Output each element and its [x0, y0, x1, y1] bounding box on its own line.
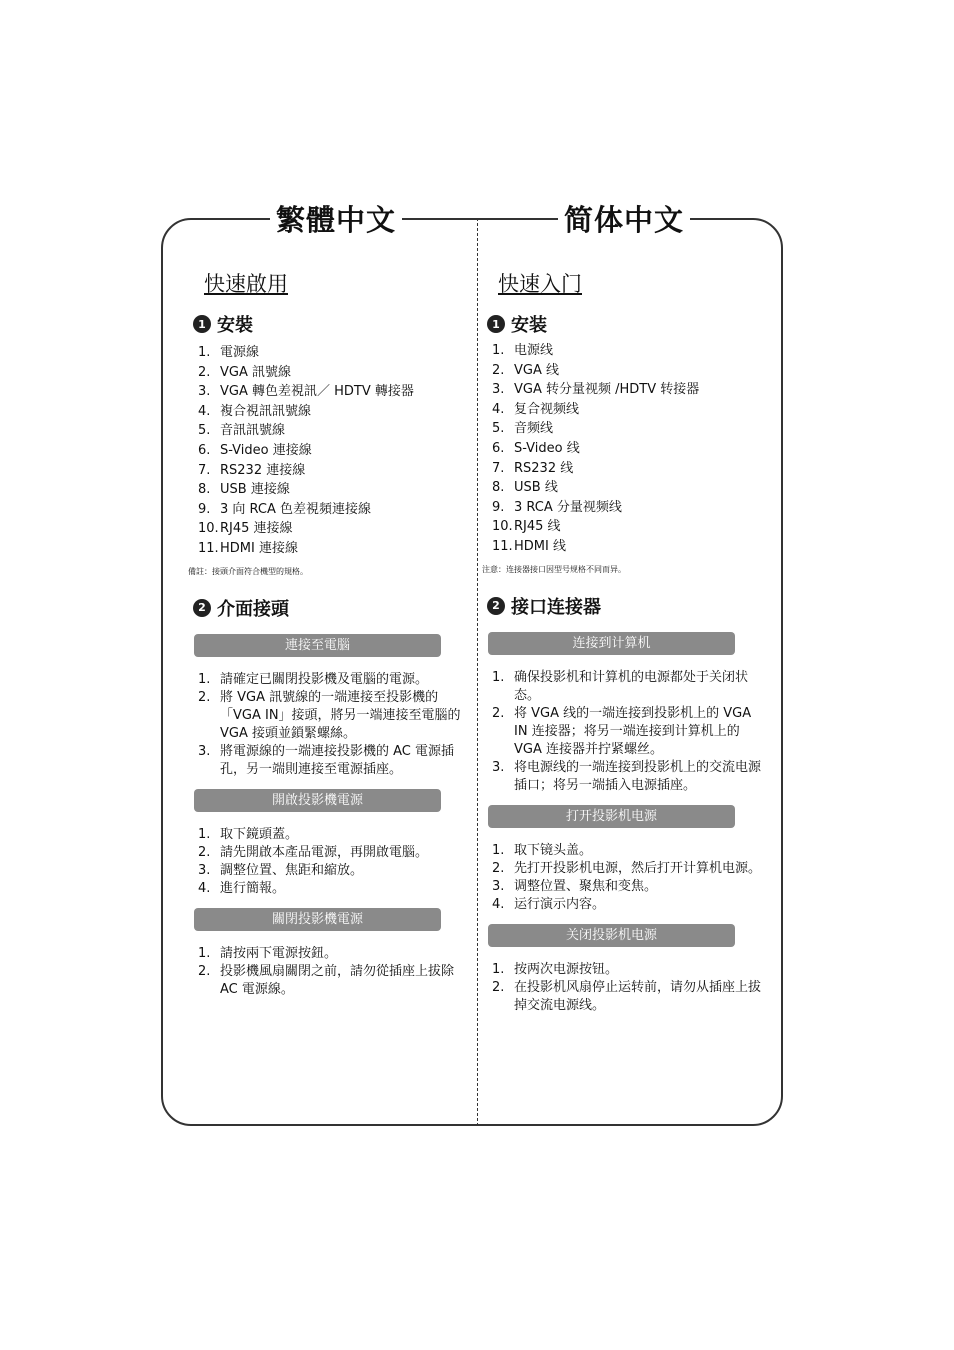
list-item: 1. 确保投影机和计算机的电源都处于关闭状态。 [492, 669, 749, 703]
list-item: 11. HDMI 线 [492, 538, 566, 554]
list-item: 4. 複合視訊訊號線 [198, 403, 312, 419]
list-item: 2. 請先開啟本產品電源，再開啟電腦。 [198, 844, 429, 860]
step-number-badge: 1 [193, 315, 211, 333]
list-item: 1. 电源线 [492, 343, 554, 358]
list-item: 9. 3 向 RCA 色差視頻連接線 [198, 501, 372, 517]
list-item: 4. 复合视频线 [492, 401, 580, 417]
section-bar-connect-computer: 連接至電腦 [194, 634, 441, 657]
list-item: 1. 請按兩下電源按鈕。 [198, 945, 338, 961]
list-item: 1. 按两次电源按钮。 [492, 961, 619, 977]
list-item: 5. 音频线 [492, 421, 554, 437]
list-item: 8. USB 线 [492, 480, 558, 496]
step-number-badge: 2 [193, 599, 211, 617]
install-title: 安装 [511, 315, 547, 336]
steps-power-off [482, 961, 766, 1015]
column-traditional [188, 268, 470, 999]
section-bar-connect-computer: 连接到计算机 [488, 632, 735, 655]
list-item: 2. 先打开投影机电源，然后打开计算机电源。 [492, 860, 762, 876]
list-item: 3. 调整位置、聚焦和变焦。 [492, 878, 658, 894]
install-note: 備註：接頭介面符合機型的規格。 [188, 566, 308, 576]
steps-connect-computer [482, 669, 766, 795]
header-traditional: 繁體中文 [270, 202, 402, 238]
install-note: 注意：连接器接口因型号规格不同而异。 [482, 564, 626, 574]
list-item: 10. RJ45 連接線 [198, 521, 293, 537]
install-title: 安裝 [217, 315, 253, 336]
list-item: 11. HDMI 連接線 [198, 540, 298, 556]
list-item: 6. S-Video 线 [492, 440, 580, 456]
install-heading [193, 310, 470, 338]
steps-connect-computer [188, 671, 470, 779]
list-item: 9. 3 RCA 分量视频线 [492, 499, 622, 515]
list-item: 8. USB 連接線 [198, 482, 290, 498]
list-item: 3. VGA 轉色差視訊／ HDTV 轉接器 [198, 384, 414, 400]
header-simplified: 简体中文 [558, 202, 690, 238]
list-item: 1. 取下镜头盖。 [492, 842, 593, 858]
section-title: 快速入门 [498, 272, 582, 296]
list-item: 10. RJ45 线 [492, 519, 561, 535]
install-list [188, 344, 470, 560]
steps-power-on [482, 842, 766, 914]
list-item: 2. VGA 訊號線 [198, 364, 291, 380]
step-number-badge: 2 [487, 597, 505, 615]
column-divider [477, 218, 478, 1126]
steps-power-on [188, 826, 470, 898]
steps-power-off [188, 945, 470, 999]
connect-heading [487, 592, 766, 620]
list-item: 2. 将 VGA 线的一端连接到投影机上的 VGA IN 连接器；将另一端连接到计算机上的 VGA 连接器并拧紧螺丝。 [492, 705, 752, 757]
list-item: 1. 電源線 [198, 345, 260, 360]
list-item: 2. 將 VGA 訊號線的一端連接至投影機的「VGA IN」接頭，將另一端連接至電腦的 VGA 接頭並鎖緊螺絲。 [198, 689, 461, 741]
connect-title: 介面接頭 [217, 598, 289, 620]
section-bar-power-off: 关闭投影机电源 [488, 924, 735, 947]
list-item: 3. 將電源線的一端連接投影機的 AC 電源插孔，另一端則連接至電源插座。 [198, 743, 455, 777]
install-heading [487, 310, 766, 338]
column-simplified [482, 268, 766, 1015]
list-item: 5. 音訊訊號線 [198, 423, 286, 439]
connect-heading [193, 594, 470, 622]
list-item: 3. 調整位置、焦距和縮放。 [198, 862, 364, 878]
list-item: 4. 运行演示内容。 [492, 896, 606, 912]
list-item: 7. RS232 連接線 [198, 462, 306, 478]
section-bar-power-off: 關閉投影機電源 [194, 908, 441, 931]
list-item: 2. VGA 线 [492, 362, 559, 378]
install-list [482, 342, 766, 558]
list-item: 4. 進行簡報。 [198, 880, 286, 896]
section-title: 快速啟用 [204, 272, 288, 296]
list-item: 6. S-Video 連接線 [198, 442, 312, 458]
section-bar-power-on: 開啟投影機電源 [194, 789, 441, 812]
list-item: 2. 在投影机风扇停止运转前，请勿从插座上拔掉交流电源线。 [492, 979, 762, 1013]
step-number-badge: 1 [487, 315, 505, 333]
list-item: 1. 取下鏡頭蓋。 [198, 826, 299, 842]
list-item: 1. 請確定已關閉投影機及電腦的電源。 [198, 671, 429, 687]
list-item: 3. 将电源线的一端连接到投影机上的交流电源插口；将另一端插入电源插座。 [492, 759, 762, 793]
list-item: 2. 投影機風扇關閉之前，請勿從插座上拔除 AC 電源線。 [198, 963, 455, 997]
connect-title: 接口连接器 [511, 596, 601, 618]
list-item: 3. VGA 转分量视频 /HDTV 转接器 [492, 382, 700, 398]
section-bar-power-on: 打开投影机电源 [488, 805, 735, 828]
list-item: 7. RS232 线 [492, 460, 574, 476]
